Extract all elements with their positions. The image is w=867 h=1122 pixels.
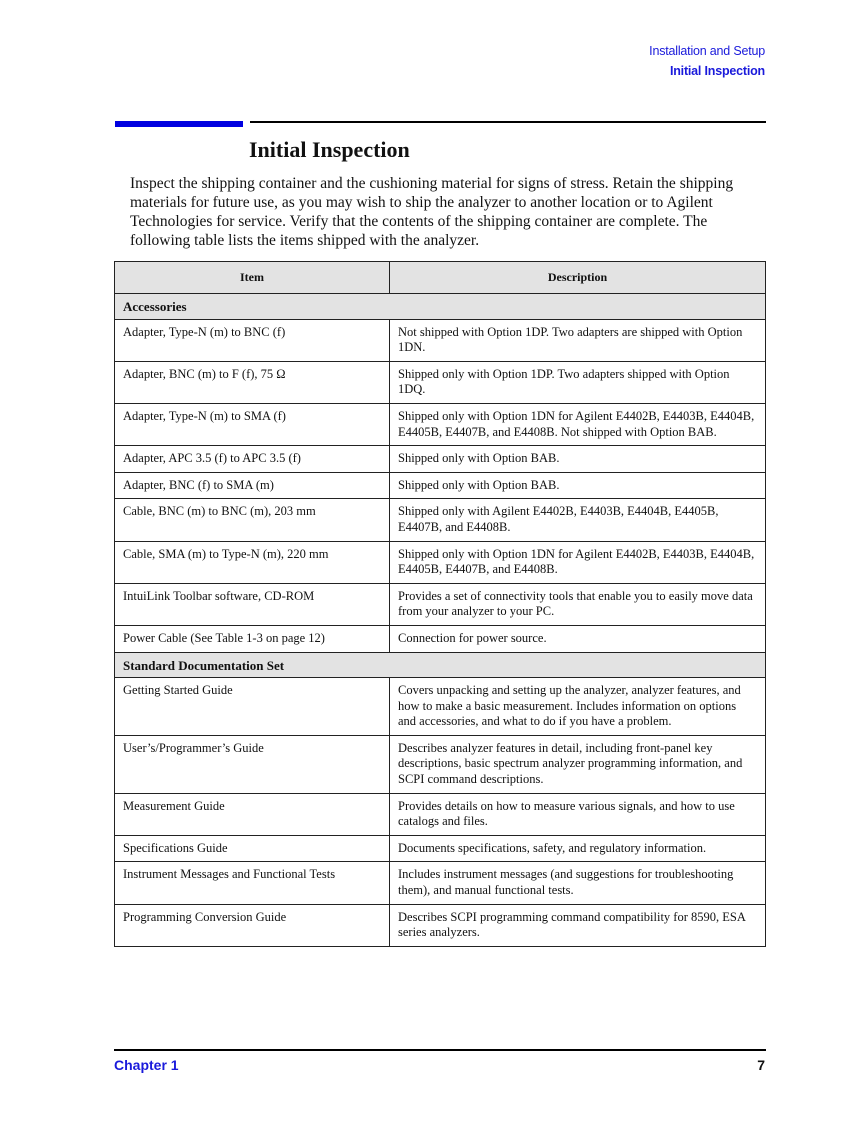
intro-paragraph: Inspect the shipping container and the cushioning material for signs of stress. Retain the shipping materials for future use, as you may wish to ship the analyzer to another location or to Agilent Technologies for service. Verify that the contents of the shipping container are complete. The following table lists the items shipped with the analyzer.	[130, 175, 734, 249]
table-body	[115, 294, 766, 947]
item-cell: Specifications Guide	[115, 835, 390, 862]
table-row	[115, 541, 766, 583]
table-row	[115, 862, 766, 904]
header-rule	[250, 121, 766, 123]
description-cell: Connection for power source.	[390, 625, 766, 652]
table-row	[115, 446, 766, 473]
item-cell: Cable, SMA (m) to Type-N (m), 220 mm	[115, 541, 390, 583]
running-header-subsection: Initial Inspection	[669, 64, 765, 78]
description-cell: Provides a set of connectivity tools that enable you to easily move data from your analyzer to your PC.	[390, 583, 766, 625]
item-cell: Adapter, APC 3.5 (f) to APC 3.5 (f)	[115, 446, 390, 473]
description-cell: Shipped only with Option BAB.	[390, 446, 766, 473]
table-row	[115, 904, 766, 946]
description-cell: Shipped only with Option 1DN for Agilent E4402B, E4403B, E4404B, E4405B, E4407B, and E4408B. Not shipped with Option BAB.	[390, 403, 766, 445]
item-cell: Cable, BNC (m) to BNC (m), 203 mm	[115, 499, 390, 541]
table-header-row	[115, 262, 766, 294]
item-cell: Getting Started Guide	[115, 678, 390, 736]
description-cell: Includes instrument messages (and suggestions for troubleshooting them), and manual functional tests.	[390, 862, 766, 904]
description-cell: Shipped only with Option 1DP. Two adapters shipped with Option 1DQ.	[390, 361, 766, 403]
section-heading: Standard Documentation Set	[115, 652, 766, 678]
description-cell: Provides details on how to measure various signals, and how to use catalogs and files.	[390, 793, 766, 835]
item-cell: Adapter, Type-N (m) to BNC (f)	[115, 319, 390, 361]
table-section-row	[115, 652, 766, 678]
column-header-description: Description	[390, 262, 766, 294]
table-row	[115, 403, 766, 445]
item-cell: Programming Conversion Guide	[115, 904, 390, 946]
description-cell: Describes SCPI programming command compatibility for 8590, ESA series analyzers.	[390, 904, 766, 946]
table-row	[115, 625, 766, 652]
description-cell: Shipped only with Agilent E4402B, E4403B, E4404B, E4405B, E4407B, and E4408B.	[390, 499, 766, 541]
page-title: Initial Inspection	[249, 137, 410, 162]
section-heading: Accessories	[115, 294, 766, 320]
table-row	[115, 583, 766, 625]
column-header-item: Item	[115, 262, 390, 294]
footer-page-number: 7	[757, 1057, 765, 1073]
running-header-section: Installation and Setup	[649, 44, 765, 58]
table-row	[115, 678, 766, 736]
table-row	[115, 361, 766, 403]
description-cell: Documents specifications, safety, and regulatory information.	[390, 835, 766, 862]
table-section-row	[115, 294, 766, 320]
footer-chapter: Chapter 1	[114, 1057, 179, 1073]
description-cell: Shipped only with Option BAB.	[390, 472, 766, 499]
footer-rule	[114, 1049, 766, 1051]
items-shipped-table	[114, 261, 766, 947]
blue-rule	[115, 121, 243, 127]
table-row	[115, 793, 766, 835]
item-cell: Adapter, Type-N (m) to SMA (f)	[115, 403, 390, 445]
table-row	[115, 319, 766, 361]
description-cell: Shipped only with Option 1DN for Agilent E4402B, E4403B, E4404B, E4405B, E4407B, and E4408B.	[390, 541, 766, 583]
table-row	[115, 835, 766, 862]
table-row	[115, 499, 766, 541]
item-cell: Measurement Guide	[115, 793, 390, 835]
description-cell: Describes analyzer features in detail, including front-panel key descriptions, basic spectrum analyzer programming information, and SCPI command descriptions.	[390, 735, 766, 793]
item-cell: Instrument Messages and Functional Tests	[115, 862, 390, 904]
table-row	[115, 735, 766, 793]
item-cell: User’s/Programmer’s Guide	[115, 735, 390, 793]
description-cell: Not shipped with Option 1DP. Two adapters are shipped with Option 1DN.	[390, 319, 766, 361]
table-row	[115, 472, 766, 499]
item-cell: Adapter, BNC (m) to F (f), 75 Ω	[115, 361, 390, 403]
item-cell: Power Cable (See Table 1-3 on page 12)	[115, 625, 390, 652]
description-cell: Covers unpacking and setting up the analyzer, analyzer features, and how to make a basic measurement. Includes information on options and accessories, and what to do if you have a problem.	[390, 678, 766, 736]
item-cell: Adapter, BNC (f) to SMA (m)	[115, 472, 390, 499]
item-cell: IntuiLink Toolbar software, CD-ROM	[115, 583, 390, 625]
